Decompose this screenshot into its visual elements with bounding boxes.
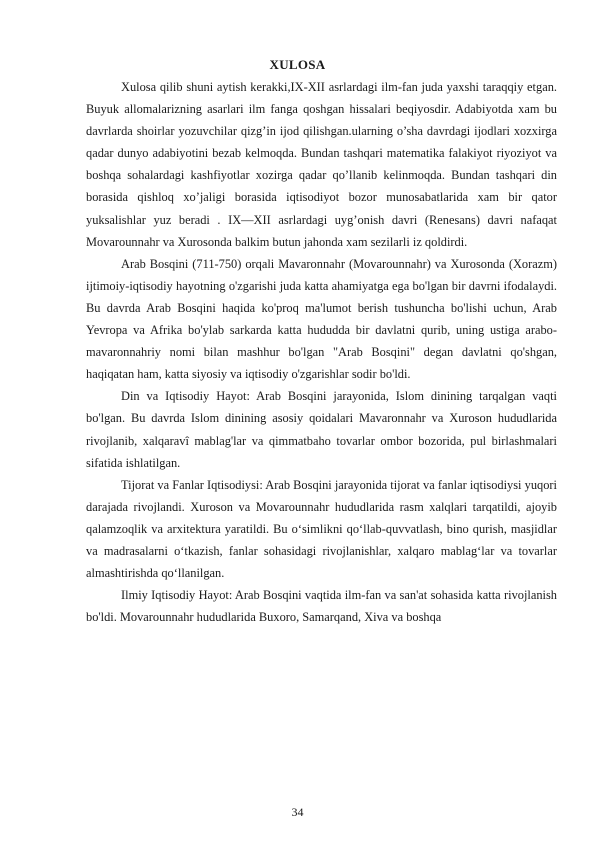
paragraph-trade-sciences: Tijorat va Fanlar Iqtisodiysi: Arab Bosqini jarayonida tijorat va fanlar iqtisodiysi yuqori darajada rivojlandi. Xuroson va Movarounnahr hududlarida rasm xalqlari tarqatildi, ajoyib qalamzoqlik va arxitektura yaratildi. Bu o‘simlikni qo‘llab-quvvatlash, bino qurish, masjidlar va madrasalarni o‘tkazish, fanlar sohasidagi rivojlanishlar, xalqaro mablag‘lar va tovarlar almashtirishda qo‘llanilgan. <box>86 477 557 581</box>
paragraph-conclusion: Xulosa qilib shuni aytish kerakki,IX-XII asrlardagi ilm-fan juda yaxshi taraqqiy etgan. Buyuk allomalarizning asarlari ilm fanga qoshgan hissalari beqiyosdir. Adabiyotda xam bu davrlarda shoirlar yozuvchilar qizg’in ijod qilishgan.ularning o’sha davrdagi ijodlari xozxirga qadar dunyo adabiyotini bezab kelmoqda. Bundan tashqari matematika falakiyot riyoziyot va boshqa sohalardagi kashfiyotlar xozirga qadar qo’llanib kelinmoqda. Bundan tashqari din borasida qishloq xo’jaligi borasida iqtisodiyot bozor munosabatlarida xam bir qator yuksalishlar yuz beradi . IX—XII asrlardagi uyg’onish davri (Renesans) davri nafaqat Movarounnahr va Xurosonda balkim butun jahonda xam sezilarli iz qoldirdi. <box>86 80 557 249</box>
paragraph-arab-invasion: Arab Bosqini (711-750) orqali Mavaronnahr (Movarounnahr) va Xurosonda (Xorazm) ijtimoiy-iqtisodiy hayotning o'zgarishi juda katta ahamiyatga ega bo'lgan bir davrni ifodalaydi. Bu davrda Arab Bosqini haqida ko'proq ma'lumot berish tushuncha bo'lishi uchun, Arab Yevropa va Afrika bo'ylab sarkarda katta hududda bir davlatni qurib, uning ustiga arabo-mavaronnahriy nomi bilan mashhur bo'lgan "Arab Bosqini" degan davlatni qo'shgan, haqiqatan ham, katta siyosiy va iqtisodiy o'zgarishlar sodir bo'ldi. <box>86 256 557 382</box>
paragraph-religion-economy: Din va Iqtisodiy Hayot: Arab Bosqini jarayonida, Islom dinining tarqalgan vaqti bo'lgan. Bu davrda Islom dinining asosiy qoidalari Mavaronnahr va Xuroson hududlarida rivojlanib, xalqaravî mablag'lar va qimmatbaho tovarlar ombor bozorida, pul birlashmalari sifatida ishlatilgan. <box>86 389 557 470</box>
paragraph-scientific-economy: Ilmiy Iqtisodiy Hayot: Arab Bosqini vaqtida ilm-fan va san'at sohasida katta rivojlanish bo'ldi. Movarounnahr hududlarida Buxoro, Samarqand, Xiva va boshqa <box>86 588 557 625</box>
section-heading: XULOSA <box>269 57 326 72</box>
page-number: 34 <box>291 805 304 819</box>
body-text <box>86 76 557 628</box>
